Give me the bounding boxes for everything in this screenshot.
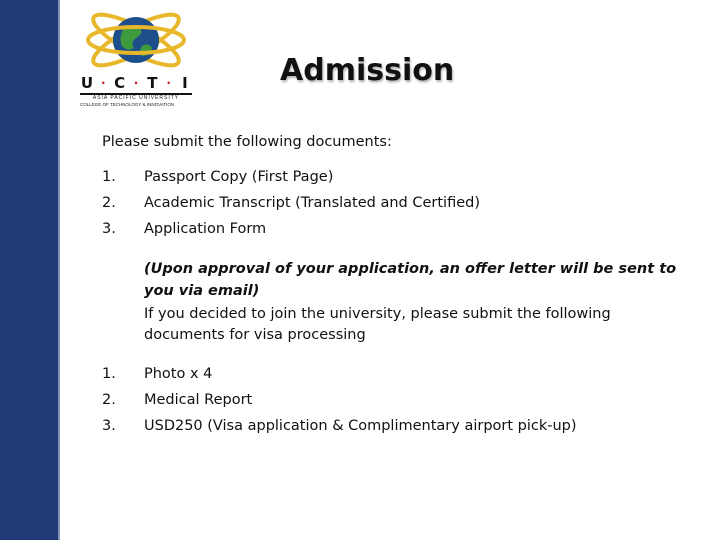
list-number: 2. (102, 392, 116, 408)
list-number: 3. (102, 418, 116, 434)
logo-letter: C (114, 74, 126, 92)
intro-text: Please submit the following documents: (102, 134, 392, 150)
logo-letter: T (147, 74, 158, 92)
list-text: USD250 (Visa application & Complimentary airport pick-up) (144, 418, 577, 434)
list-text: Application Form (144, 221, 267, 237)
list-number: 1. (102, 366, 116, 382)
logo-letter: I (182, 74, 188, 92)
list-text: Academic Transcript (Translated and Certified) (144, 195, 480, 211)
list-text: Passport Copy (First Page) (144, 169, 334, 185)
left-sidebar-bar (0, 0, 60, 540)
logo-dot: · (166, 76, 171, 90)
logo-wordmark (80, 74, 192, 92)
list-number: 1. (102, 169, 116, 185)
atom-globe-icon (80, 6, 192, 76)
logo-tagline: COLLEGE OF TECHNOLOGY & INNOVATION (80, 102, 175, 107)
logo-subtitle: ASIA PACIFIC UNIVERSITY (92, 95, 180, 101)
list-number: 2. (102, 195, 116, 211)
approval-note: (Upon approval of your application, an offer letter will be sent to you via email) (144, 261, 677, 299)
list-text: Medical Report (144, 392, 253, 408)
logo (80, 6, 192, 110)
logo-dot: · (133, 76, 139, 90)
sidebar-edge-line (58, 0, 60, 540)
logo-dot: · (101, 76, 106, 90)
list-text: Photo x 4 (144, 366, 213, 382)
visa-intro-text: If you decided to join the university, please submit the following documents for visa processing (144, 306, 611, 343)
list-number: 3. (102, 221, 116, 237)
logo-letter: U (80, 74, 94, 92)
page-title: Admission (280, 53, 455, 88)
